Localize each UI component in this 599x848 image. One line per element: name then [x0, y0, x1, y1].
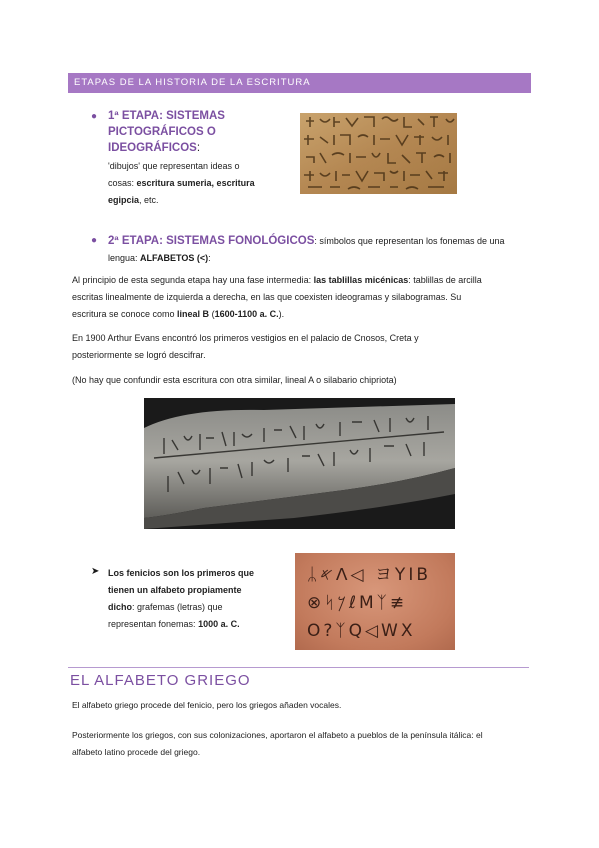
- para1-line3-mid: (: [209, 309, 215, 319]
- greek-paragraph-1: [72, 697, 532, 714]
- greek-section-title: EL ALFABETO GRIEGO: [70, 672, 251, 689]
- hieroglyphs-illustration: [300, 113, 457, 194]
- para2-line1: En 1900 Arthur Evans encontró los primeros vestigios en el palacio de Cnosos, Creta y: [72, 333, 419, 343]
- phoenician-line3-post: : grafemas (letras) que: [132, 602, 223, 612]
- glyph-row-1: ᛦ𐤀ᐱ◁ ヨYIB: [307, 565, 431, 585]
- stage1-desc-line2-pre: cosas:: [108, 178, 137, 188]
- stage2-title: 2ª ETAPA: SISTEMAS FONOLÓGICOS: [108, 235, 315, 247]
- phoenician-line1: Los fenicios son los primeros que: [108, 568, 255, 578]
- section-header-bar: [68, 73, 531, 93]
- greek-p2-line2: alfabeto latino procede del griego.: [72, 747, 201, 757]
- stage1-colon: :: [196, 142, 201, 154]
- para3-line1: (No hay que confundir esta escritura con otra similar, lineal A o silabario chipriota): [72, 375, 397, 385]
- glyph-row-3: O?ᛉQ◁WX: [307, 621, 416, 641]
- stage2-line2-pre: lengua:: [108, 253, 141, 263]
- phoenician-alphabet-image: [295, 553, 455, 650]
- greek-p2-line1: Posteriormente los griegos, con sus colonizaciones, aportaron el alfabeto a pueblos de la península itálica: el: [72, 730, 483, 740]
- paragraph-linear-a-note: [72, 372, 532, 389]
- para1-line3-pre: escritura se conoce como: [72, 309, 178, 319]
- section-header-title: ETAPAS DE LA HISTORIA DE LA ESCRITURA: [74, 77, 311, 88]
- stage1-desc-line1: 'dibujos' que representan ideas o: [108, 161, 240, 171]
- para1-line3-bold1: lineal B: [177, 309, 210, 319]
- para1-line1-post: : tablillas de arcilla: [408, 275, 482, 285]
- para1-line2: escritas linealmente de izquierda a derecha, en las que coexisten ideogramas y silabogramas. Su: [72, 292, 462, 302]
- egyptian-hieroglyphs-image: [300, 113, 457, 194]
- para1-line1-bold: las tablillas micénicas: [313, 275, 409, 285]
- para1-line3-bold2: 1600-1100 a. C.: [214, 309, 279, 319]
- stage2-title-post: : símbolos que representan los fonemas de una: [314, 236, 505, 246]
- para2-line2: posteriormente se logró descifrar.: [72, 350, 206, 360]
- stage1-desc-line3-bold: egipcia: [108, 195, 140, 205]
- phoenician-glyphs: [307, 561, 431, 645]
- section-divider: [68, 667, 529, 668]
- bullet-icon: ●: [91, 235, 98, 246]
- stage1-title-line3: IDEOGRÁFICOS: [108, 142, 197, 154]
- greek-paragraph-2: [72, 727, 532, 761]
- stage2-line2-bold: ALFABETOS (<): [140, 253, 209, 263]
- stage2-line2-post: :: [208, 253, 211, 263]
- phoenician-line3-bold: dicho: [108, 602, 132, 612]
- stage1-title-line2: PICTOGRÁFICOS O: [108, 126, 216, 138]
- glyph-row-2: ⊗ᛋ𐤊ℓMᛉ≢: [307, 593, 408, 613]
- stage1-title-line1: 1ª ETAPA: SISTEMAS: [108, 110, 225, 122]
- phoenician-text: [108, 565, 283, 633]
- stage2-block: [108, 231, 528, 267]
- paragraph-mycenaean: [72, 272, 532, 323]
- linear-b-tablet-image: [144, 398, 455, 529]
- stage1-description: [108, 158, 255, 209]
- phoenician-line4-bold: 1000 a. C.: [198, 619, 240, 629]
- stage1-desc-line3-post: , etc.: [139, 195, 159, 205]
- stage1-title: [108, 108, 225, 156]
- stage1-desc-line2-bold: escritura sumeria, escritura: [136, 178, 255, 188]
- greek-p1-line: El alfabeto griego procede del fenicio, pero los griegos añaden vocales.: [72, 700, 342, 710]
- tablet-illustration: [144, 398, 455, 529]
- arrow-bullet-icon: ➤: [91, 566, 100, 577]
- paragraph-evans: [72, 330, 532, 364]
- bullet-icon: ●: [91, 111, 98, 122]
- phoenician-line4-pre: representan fonemas:: [108, 619, 199, 629]
- para1-line1-pre: Al principio de esta segunda etapa hay una fase intermedia:: [72, 275, 314, 285]
- para1-line3-post: ).: [278, 309, 285, 319]
- phoenician-line2: tienen un alfabeto propiamente: [108, 585, 242, 595]
